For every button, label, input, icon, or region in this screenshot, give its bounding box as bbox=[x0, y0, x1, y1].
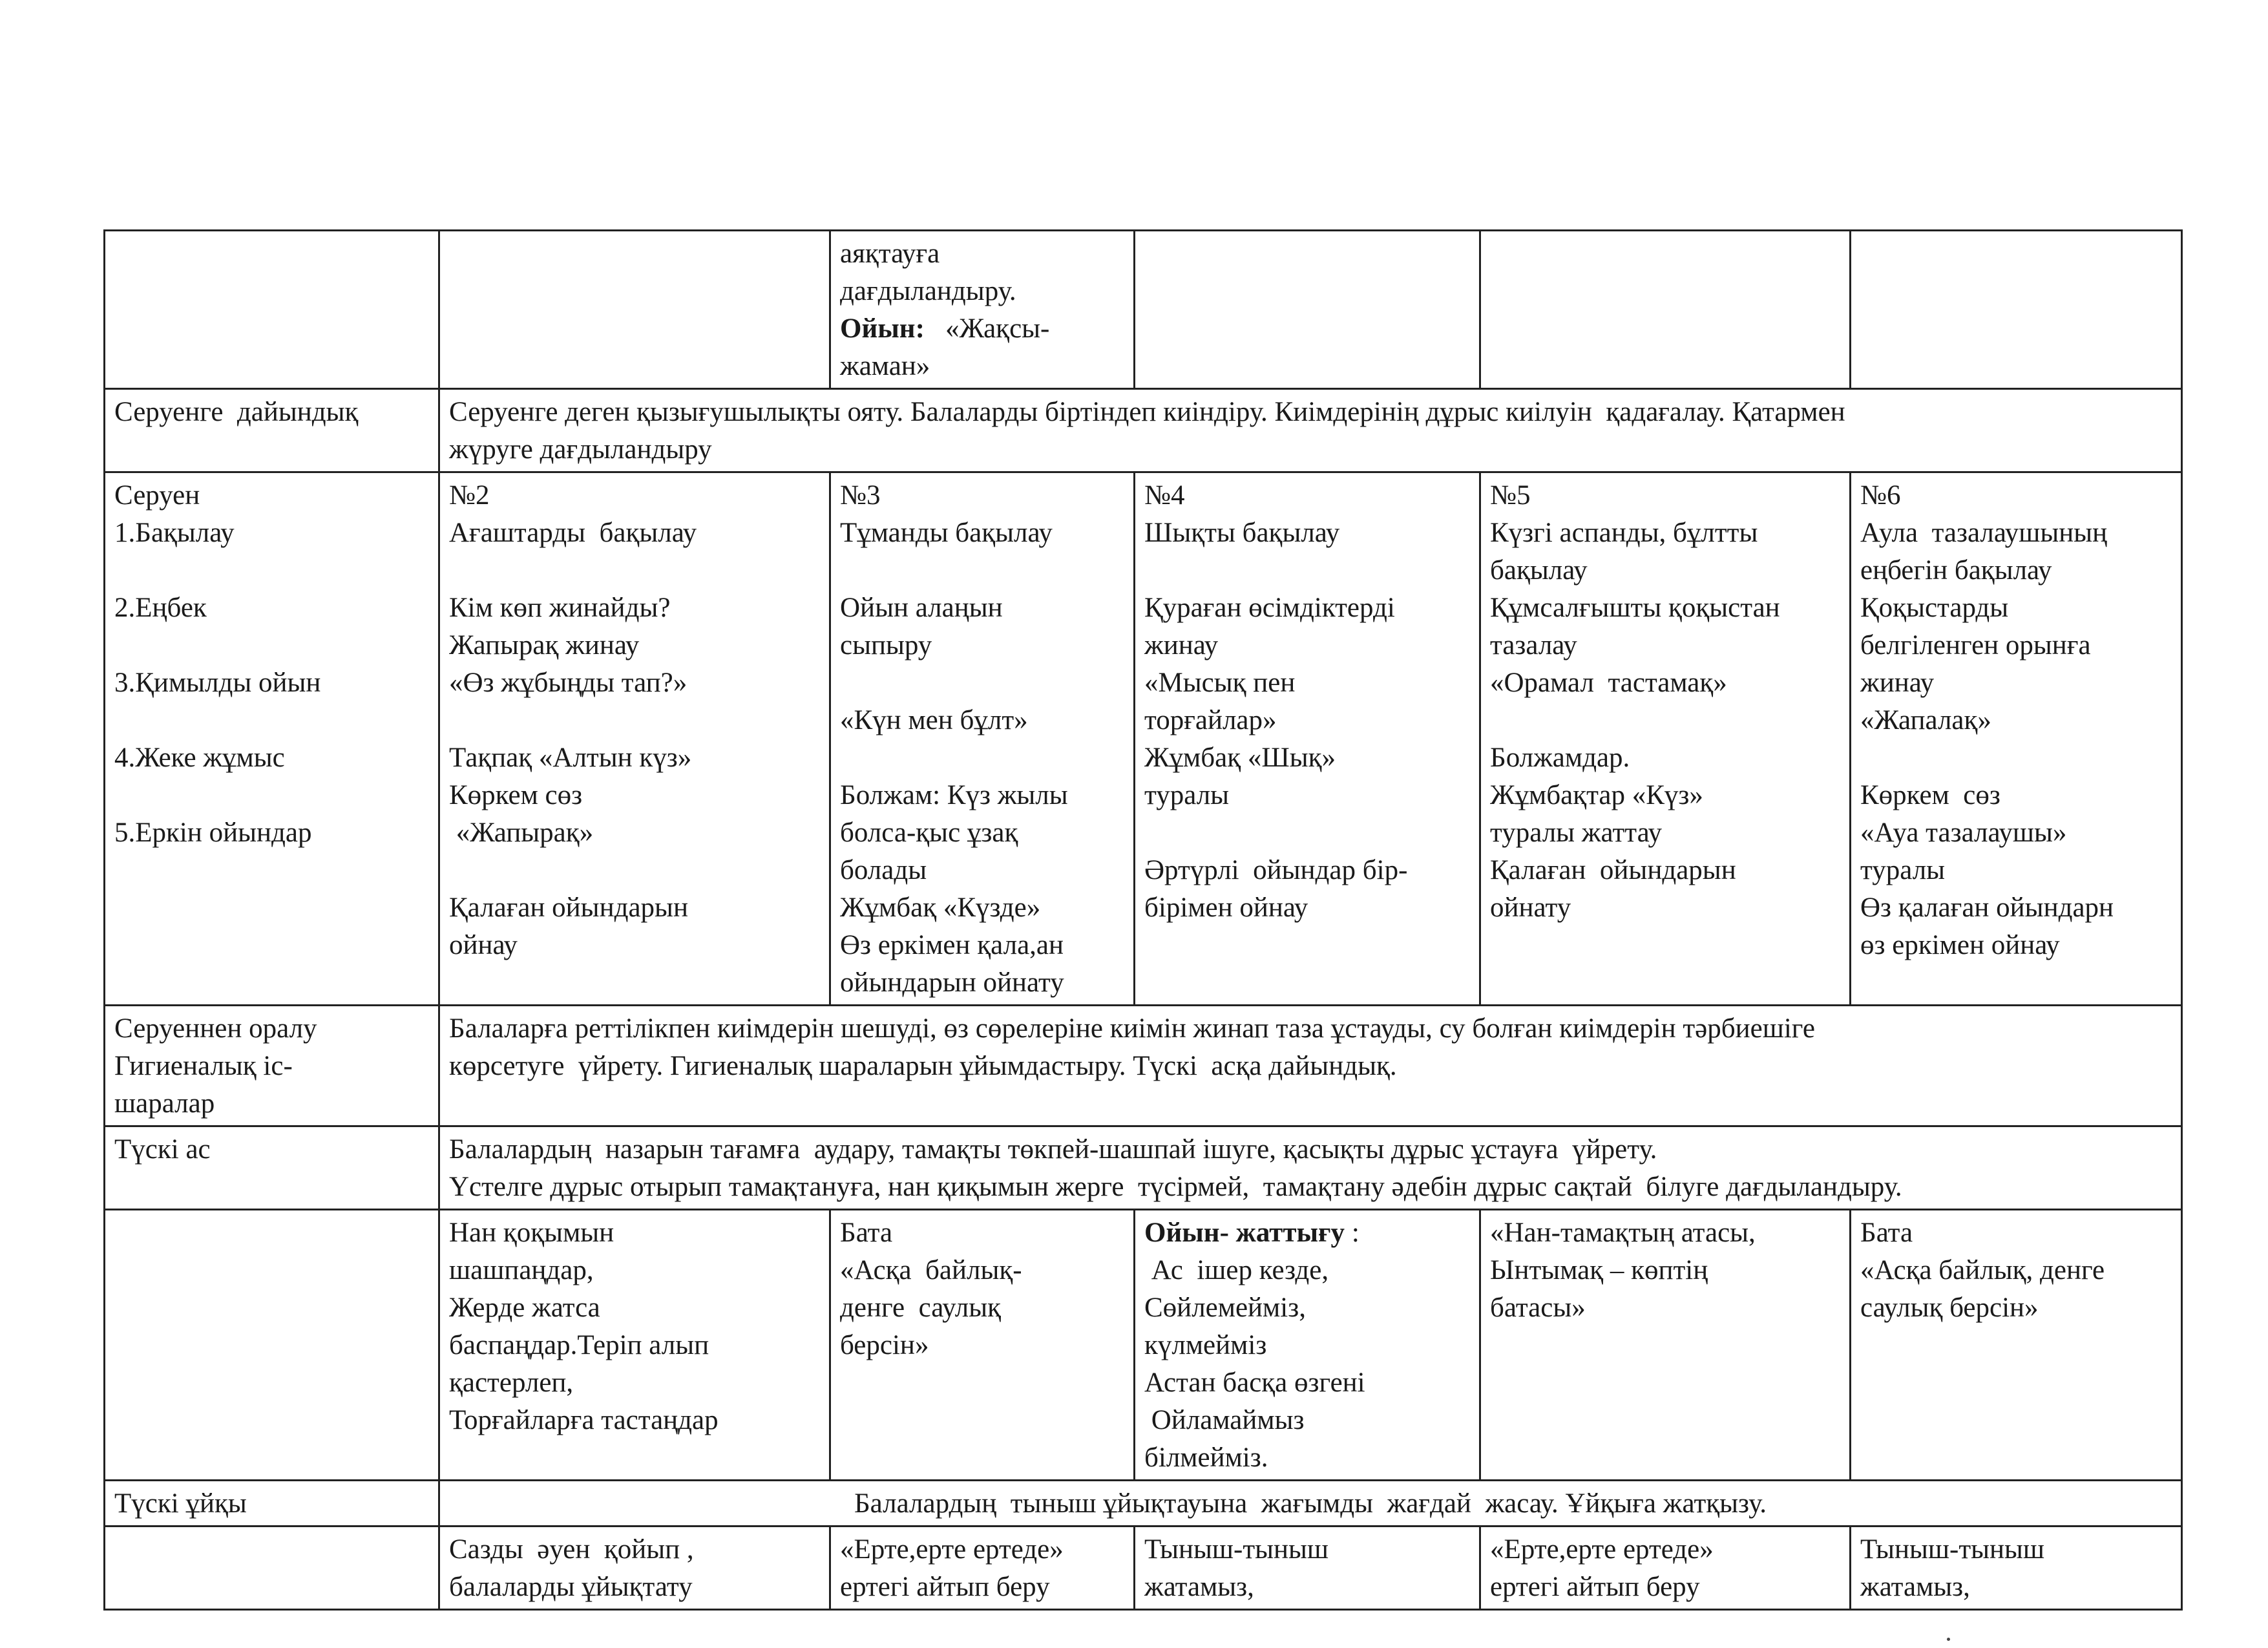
cell-line: бірімен ойнау bbox=[1144, 893, 1308, 923]
cell-line: Өз қалаған ойындарн bbox=[1860, 893, 2114, 923]
daily-plan-table bbox=[103, 229, 2183, 1611]
cell-line: Жұмбақтар «Күз» bbox=[1490, 780, 1703, 810]
day-cell bbox=[1135, 1527, 1480, 1610]
cell-line: Қураған өсімдіктерді bbox=[1144, 593, 1395, 623]
bold-label: Ойын- жаттығу bbox=[1144, 1218, 1345, 1248]
merged-description-cell bbox=[439, 389, 2182, 472]
cell-line: Балаларға реттілікпен киімдерін шешуді, өз сөрелеріне киімін жинап таза ұстауды, су болған киімдерін тәрбиешіге bbox=[449, 1013, 1815, 1044]
cell-line: Аула тазалаушының bbox=[1860, 518, 2108, 548]
cell-line: «Өз жұбыңды тап?» bbox=[449, 668, 688, 698]
row-label bbox=[114, 627, 429, 664]
cell-line: аяқтауға bbox=[840, 238, 940, 269]
cell-line: Қалаған ойындарын bbox=[449, 893, 688, 923]
cell-line: Құмсалғышты қоқыстан bbox=[1490, 593, 1780, 623]
row-label: Түскі ас bbox=[114, 1134, 211, 1165]
cell-line: Нан қоқымын bbox=[449, 1218, 614, 1248]
cell-line: Қалаған ойындарын bbox=[1490, 855, 1736, 885]
cell-line: шашпаңдар, bbox=[449, 1255, 594, 1285]
row-label-cell bbox=[105, 389, 439, 472]
cell-line: Сазды әуен қойып , bbox=[449, 1534, 694, 1565]
cell-line bbox=[1490, 702, 1840, 739]
cell-line: Жұмбақ «Шық» bbox=[1144, 743, 1336, 773]
cell-line: жүруге дағдыландыру bbox=[449, 434, 712, 465]
cell-line bbox=[449, 702, 820, 739]
cell-line: Әртүрлі ойындар бір- bbox=[1144, 855, 1408, 885]
row-label-cell bbox=[105, 231, 439, 389]
cell-line: туралы bbox=[1860, 855, 1946, 885]
cell-line: «Жапырақ» bbox=[449, 818, 594, 848]
cell-line: жаман» bbox=[840, 351, 930, 381]
cell-line: ойнау bbox=[449, 930, 518, 960]
cell-line bbox=[840, 739, 1124, 777]
cell-line: бақылау bbox=[1490, 555, 1588, 586]
row-label bbox=[114, 777, 429, 814]
row-label-cell bbox=[105, 1006, 439, 1126]
cell-line: Көркем сөз bbox=[1860, 780, 2000, 810]
table-body bbox=[105, 231, 2182, 1610]
cell-line: №6 bbox=[1860, 480, 1901, 511]
bold-label: Ойын: bbox=[840, 313, 925, 344]
cell-line: Балалардың тыныш ұйықтауына жағымды жағдай жасау. Ұйқыға жатқызу. bbox=[854, 1488, 1767, 1519]
day-cell bbox=[1851, 1527, 2182, 1610]
cell-line: баспаңдар.Теріп алып bbox=[449, 1330, 709, 1360]
cell-line: Торғайларға тастаңдар bbox=[449, 1405, 719, 1435]
cell-line: ертегі айтып беру bbox=[1490, 1572, 1700, 1602]
cell-line: көрсетуге үйрету. Гигиеналық шараларын ұйымдастыру. Түскі асқа дайындық. bbox=[449, 1051, 1397, 1081]
cell-line: Күзгі аспанды, бұлтты bbox=[1490, 518, 1758, 548]
day-cell bbox=[1851, 1210, 2182, 1481]
cell-line: «Ерте,ерте ертеде» bbox=[840, 1534, 1064, 1565]
cell-line: денге саулық bbox=[840, 1293, 1001, 1323]
cell-line bbox=[840, 310, 1124, 348]
cell-line bbox=[1144, 552, 1470, 589]
row-label-cell bbox=[105, 1527, 439, 1610]
cell-line: жатамыз, bbox=[1860, 1572, 1970, 1602]
cell-line: Үстелге дұрыс отырып тамақтануға, нан қиқымын жерге түсірмей, тамақтану әдебін дұрыс сақтай білуге дағдыландыру. bbox=[449, 1172, 1902, 1202]
cell-line: Балалардың назарын тағамға аудару, тамақты төкпей-шашпай ішуге, қасықты дұрыс ұстауға үйрету. bbox=[449, 1134, 1657, 1165]
cell-line: №2 bbox=[449, 480, 490, 511]
day-cell bbox=[439, 1210, 830, 1481]
day-cell bbox=[1135, 231, 1480, 389]
table-row bbox=[105, 1006, 2182, 1126]
cell-line: болса-қыс ұзақ bbox=[840, 818, 1018, 848]
cell-line: білмейміз. bbox=[1144, 1442, 1268, 1473]
cell-line bbox=[1144, 814, 1470, 852]
day-cell bbox=[1851, 472, 2182, 1006]
cell-line: саулық берсін» bbox=[1860, 1293, 2039, 1323]
cell-line: «Асқа байлық- bbox=[840, 1255, 1022, 1285]
row-label-cell bbox=[105, 1210, 439, 1481]
cell-line: «Нан-тамақтың атасы, bbox=[1490, 1218, 1756, 1248]
cell-line: «Орамал тастамақ» bbox=[1490, 668, 1727, 698]
cell-line: берсін» bbox=[840, 1330, 929, 1360]
day-cell bbox=[439, 231, 830, 389]
cell-line: дағдыландыру. bbox=[840, 276, 1016, 306]
cell-line: еңбегін бақылау bbox=[1860, 555, 2052, 586]
day-cell bbox=[1480, 1210, 1851, 1481]
cell-line: Тыныш-тыныш bbox=[1144, 1534, 1329, 1565]
day-cell bbox=[830, 1210, 1135, 1481]
day-cell bbox=[439, 472, 830, 1006]
row-label: Түскі ұйқы bbox=[114, 1488, 247, 1519]
row-label bbox=[114, 702, 429, 739]
day-cell bbox=[830, 1527, 1135, 1610]
line-tail: : bbox=[1345, 1218, 1360, 1248]
cell-line bbox=[840, 552, 1124, 589]
day-cell bbox=[1480, 472, 1851, 1006]
table-row bbox=[105, 472, 2182, 1006]
cell-line: туралы bbox=[1144, 780, 1230, 810]
cell-line: балаларды ұйықтату bbox=[449, 1572, 693, 1602]
table-row bbox=[105, 1527, 2182, 1610]
row-label: 5.Еркін ойындар bbox=[114, 818, 312, 848]
cell-line: өз еркімен ойнау bbox=[1860, 930, 2060, 960]
day-cell bbox=[1851, 231, 2182, 389]
cell-line: Ойын алаңын bbox=[840, 593, 1003, 623]
cell-line: Шықты бақылау bbox=[1144, 518, 1340, 548]
scan-dot bbox=[1947, 1638, 1950, 1641]
cell-line: Серуенге деген қызығушылықты ояту. Балаларды біртіндеп киіндіру. Киімдерінің дұрыс киілуін қадағалау. Қатармен bbox=[449, 397, 1845, 427]
cell-line bbox=[1144, 1214, 1470, 1252]
row-label: 2.Еңбек bbox=[114, 593, 207, 623]
cell-line: қастерлеп, bbox=[449, 1368, 574, 1398]
merged-description-cell bbox=[439, 1126, 2182, 1210]
day-cell bbox=[439, 1527, 830, 1610]
table-row bbox=[105, 1481, 2182, 1527]
cell-line: Ағаштарды бақылау bbox=[449, 518, 697, 548]
cell-line: №4 bbox=[1144, 480, 1185, 511]
cell-line: жинау bbox=[1144, 630, 1219, 660]
row-label-cell bbox=[105, 1481, 439, 1527]
table-row bbox=[105, 1126, 2182, 1210]
row-label: Серуеннен оралу bbox=[114, 1013, 317, 1044]
cell-line: Тыныш-тыныш bbox=[1860, 1534, 2045, 1565]
day-cell bbox=[830, 231, 1135, 389]
cell-line: сыпыру bbox=[840, 630, 932, 660]
cell-line: болады bbox=[840, 855, 927, 885]
cell-line: Көркем сөз bbox=[449, 780, 583, 810]
cell-line: Ынтымақ – көптің bbox=[1490, 1255, 1708, 1285]
row-label: Серуенге дайындық bbox=[114, 397, 359, 427]
row-label bbox=[114, 552, 429, 589]
table-row bbox=[105, 231, 2182, 389]
cell-line: Жерде жатса bbox=[449, 1293, 600, 1323]
day-cell bbox=[1135, 1210, 1480, 1481]
cell-line: Қоқыстарды bbox=[1860, 593, 2009, 623]
cell-line: ойнату bbox=[1490, 893, 1571, 923]
cell-line: №5 bbox=[1490, 480, 1531, 511]
cell-line: Астан басқа өзгені bbox=[1144, 1368, 1365, 1398]
merged-description-cell bbox=[439, 1006, 2182, 1126]
table-row bbox=[105, 1210, 2182, 1481]
cell-line: белгіленген орынға bbox=[1860, 630, 2091, 660]
table-row bbox=[105, 389, 2182, 472]
day-cell bbox=[1135, 472, 1480, 1006]
day-cell bbox=[1480, 1527, 1851, 1610]
cell-line: Жұмбақ «Күзде» bbox=[840, 893, 1041, 923]
cell-line bbox=[840, 664, 1124, 702]
cell-line: «Ауа тазалаушы» bbox=[1860, 818, 2067, 848]
day-cell bbox=[830, 472, 1135, 1006]
cell-line: «Мысық пен bbox=[1144, 668, 1296, 698]
cell-line: Сөйлемейміз, bbox=[1144, 1293, 1306, 1323]
cell-line: «Ерте,ерте ертеде» bbox=[1490, 1534, 1714, 1565]
cell-line: туралы жаттау bbox=[1490, 818, 1662, 848]
cell-line: Бата bbox=[1860, 1218, 1913, 1248]
row-label: Серуен bbox=[114, 480, 200, 511]
cell-line: Кім көп жинайды? bbox=[449, 593, 671, 623]
cell-line: «Жапалақ» bbox=[1860, 705, 1991, 735]
line-tail: «Жақсы- bbox=[924, 313, 1050, 344]
cell-line: «Асқа байлық, денге bbox=[1860, 1255, 2105, 1285]
cell-line: Тақпақ «Алтын күз» bbox=[449, 743, 692, 773]
cell-line bbox=[449, 852, 820, 889]
row-label: 4.Жеке жұмыс bbox=[114, 743, 285, 773]
cell-line: Бата bbox=[840, 1218, 893, 1248]
row-label-cell bbox=[105, 1126, 439, 1210]
row-label: Гигиеналық іс- bbox=[114, 1051, 293, 1081]
cell-line: жинау bbox=[1860, 668, 1935, 698]
day-cell bbox=[1480, 231, 1851, 389]
cell-line: №3 bbox=[840, 480, 881, 511]
cell-line: торғайлар» bbox=[1144, 705, 1277, 735]
cell-line: Ас ішер кезде, bbox=[1144, 1255, 1329, 1285]
cell-line: Болжам: Күз жылы bbox=[840, 780, 1068, 810]
cell-line: Тұманды бақылау bbox=[840, 518, 1053, 548]
cell-line: Жапырақ жинау bbox=[449, 630, 640, 660]
cell-line: ойындарын ойнату bbox=[840, 967, 1064, 998]
row-label: 3.Қимылды ойын bbox=[114, 668, 321, 698]
cell-line: Ойламаймыз bbox=[1144, 1405, 1305, 1435]
row-label: шаралар bbox=[114, 1088, 215, 1119]
cell-line: тазалау bbox=[1490, 630, 1577, 660]
cell-line: батасы» bbox=[1490, 1293, 1586, 1323]
cell-line bbox=[449, 552, 820, 589]
cell-line: ертегі айтып беру bbox=[840, 1572, 1050, 1602]
cell-line bbox=[1860, 739, 2172, 777]
row-label: 1.Бақылау bbox=[114, 518, 235, 548]
cell-line: Болжамдар. bbox=[1490, 743, 1630, 773]
merged-description-cell bbox=[439, 1481, 2182, 1527]
cell-line: Өз еркімен қала,ан bbox=[840, 930, 1064, 960]
row-label-cell bbox=[105, 472, 439, 1006]
cell-line: жатамыз, bbox=[1144, 1572, 1254, 1602]
cell-line: «Күн мен бұлт» bbox=[840, 705, 1028, 735]
cell-line: күлмейміз bbox=[1144, 1330, 1267, 1360]
